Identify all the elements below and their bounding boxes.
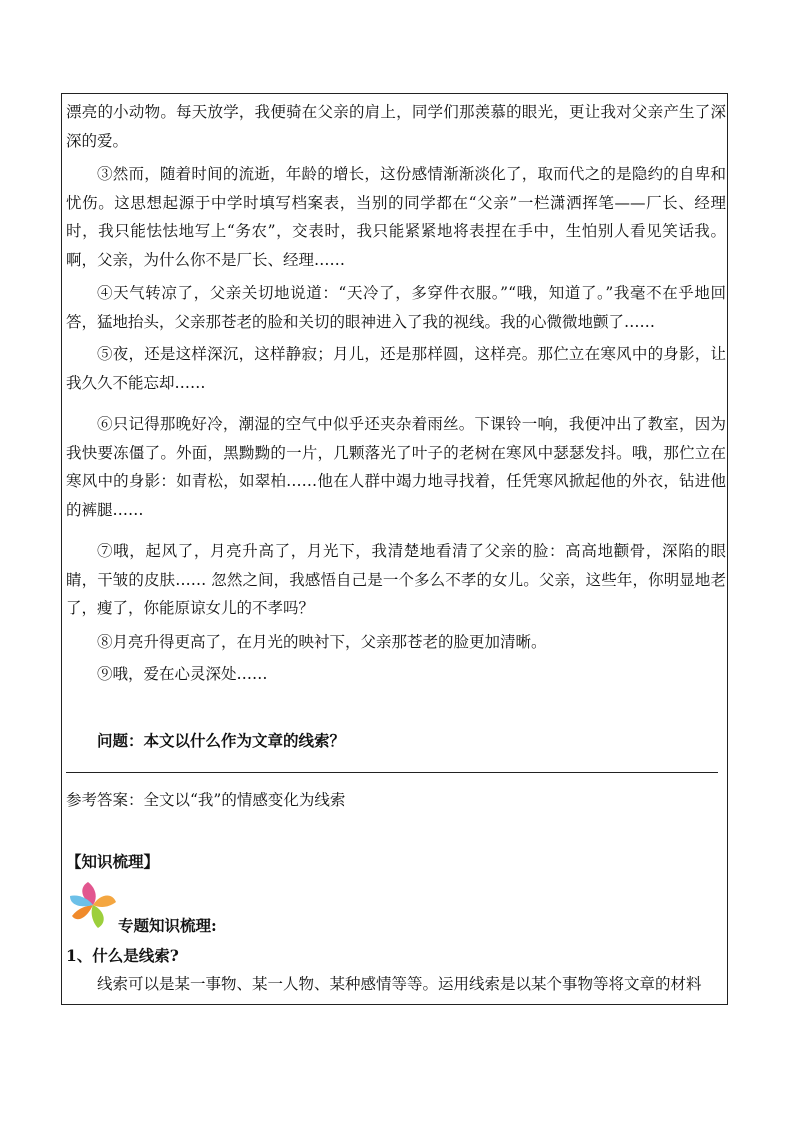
heading-what-is-clue: 1、什么是线索?	[66, 946, 179, 965]
section-title: 【知识梳理】	[66, 852, 160, 871]
body-what-is-clue: 线索可以是某一事物、某一人物、某种感情等等。运用线索是以某个事物等将文章的材料	[97, 975, 702, 993]
paragraph-3: ③然而，随着时间的流逝，年龄的增长，这份感情渐渐淡化了，取而代之的是隐约的自卑和忧伤。这思想起源于中学时填写档案表，当别的同学都在“父亲”一栏潇洒挥笔——厂长、经理时，我只能怯怯地写上“务农”，交表时，我只能紧紧地将表捏在手中，生怕别人看见笑话我。啊，父亲，为什么你不是厂长、经理……	[66, 165, 726, 269]
paragraph-7: ⑦哦，起风了，月亮升高了，月光下，我清楚地看清了父亲的脸：高高地颧骨，深陷的眼睛，干皱的皮肤…… 忽然之间，我感悟自己是一个多么不孝的女儿。父亲，这些年，你明显地老了，瘦了，你能原谅女儿的不孝吗？	[66, 542, 726, 617]
divider-line	[66, 772, 718, 773]
paragraph-4: ④天气转凉了，父亲关切地说道：“天冷了，多穿件衣服。”“哦，知道了。”我毫不在乎地回答，猛地抬头，父亲那苍老的脸和关切的眼神进入了我的视线。我的心微微地颤了……	[66, 284, 726, 331]
paragraph-5: ⑤夜，还是这样深沉，这样静寂；月儿，还是那样圆，这样亮。那伫立在寒风中的身影，让我久久不能忘却……	[66, 345, 726, 392]
paragraph-8: ⑧月亮升得更高了，在月光的映衬下，父亲那苍老的脸更加清晰。	[97, 633, 547, 651]
paragraph-continued: 漂亮的小动物。每天放学，我便骑在父亲的肩上，同学们那羡慕的眼光，更让我对父亲产生了深深的爱。	[66, 103, 726, 150]
paragraph-6: ⑥只记得那晚好冷，潮湿的空气中似乎还夹杂着雨丝。下课铃一响，我便冲出了教室，因为我快要冻僵了。外面，黑黝黝的一片，几颗落光了叶子的老树在寒风中瑟瑟发抖。哦，那伫立在寒风中的身影：如青松，如翠柏……他在人群中竭力地寻找着，任凭寒风掀起他的外衣，钻进他的裤腿……	[66, 415, 726, 519]
paragraph-9: ⑨哦，爱在心灵深处……	[97, 665, 268, 683]
question: 问题：本文以什么作为文章的线索？	[97, 731, 346, 750]
knowledge-flower-icon	[68, 880, 118, 930]
subsection-title: 专题知识梳理:	[118, 916, 217, 935]
answer: 参考答案：全文以“我”的情感变化为线索	[66, 791, 346, 809]
